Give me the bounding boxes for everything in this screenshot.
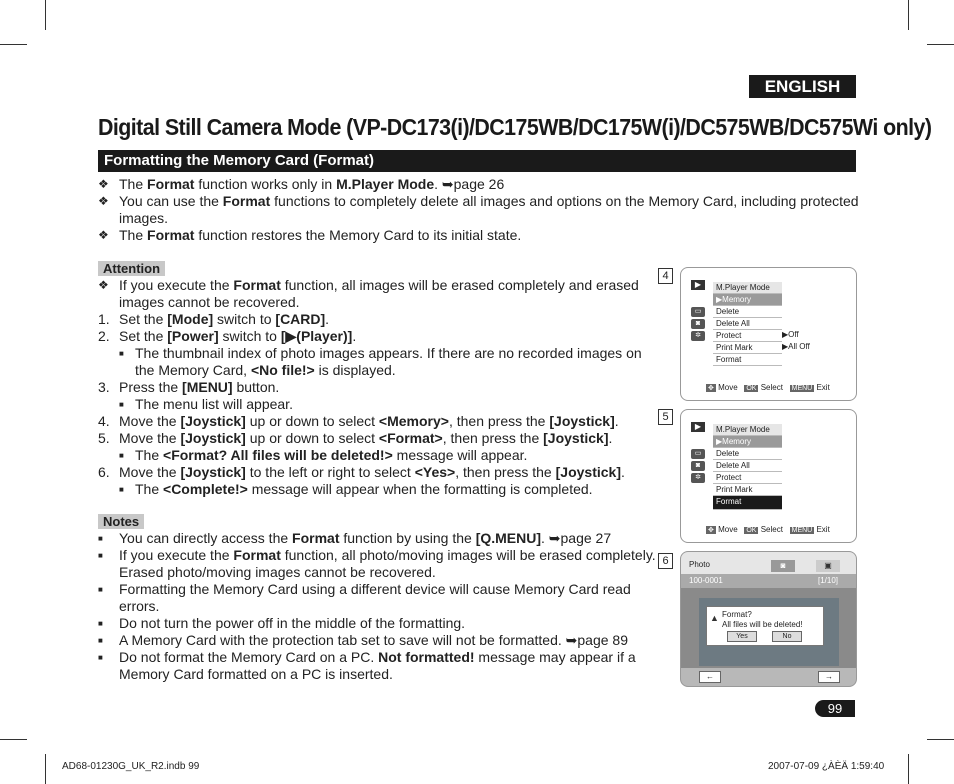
camera-icon: ◙: [691, 319, 705, 329]
intro-line: You can use the Format functions to completely delete all images and options on the Memory Card, including protected: [119, 193, 859, 209]
note-line: Do not format the Memory Card on a PC. Not formatted! message may appear if a: [119, 649, 636, 665]
bullet-icon: ❖: [98, 194, 109, 208]
movie-mode-icon[interactable]: ▣: [816, 560, 840, 572]
crop-mark: [45, 754, 46, 784]
step-number: 3.: [98, 379, 110, 395]
note-line: Do not turn the power off in the middle of the formatting.: [119, 615, 466, 631]
square-bullet-icon: ■: [98, 534, 103, 543]
menu-item-delete-all[interactable]: Delete All: [713, 318, 782, 330]
step-1: Set the [Mode] switch to [CARD].: [119, 311, 330, 327]
option-protect: ▶Off: [782, 330, 799, 339]
note-line: If you execute the Format function, all photo/moving images will be erased completely.: [119, 547, 656, 563]
menu-item-format[interactable]: Format: [713, 354, 782, 366]
step-2-detail: the Memory Card, <No file!> is displayed.: [135, 362, 396, 378]
screen-4-number: 4: [658, 268, 673, 284]
play-icon: ▶: [691, 280, 705, 290]
menu-item-memory[interactable]: ▶Memory: [713, 294, 782, 306]
dialog-message-2: All files will be deleted!: [722, 620, 803, 629]
square-bullet-icon: ■: [119, 485, 124, 494]
crop-mark: [45, 0, 46, 30]
screen-5: [680, 409, 857, 543]
step-2: Set the [Power] switch to [▶(Player)].: [119, 328, 357, 344]
screen-6: [680, 551, 857, 687]
card-icon: ▭: [691, 307, 705, 317]
menu-item-delete[interactable]: Delete: [713, 306, 782, 318]
left-arrow-icon[interactable]: ←: [699, 671, 721, 683]
square-bullet-icon: ■: [98, 619, 103, 628]
note-line: You can directly access the Format function by using the [Q.MENU]. ➥page 27: [119, 530, 612, 546]
note-line: Erased photo/moving images cannot be recovered.: [119, 564, 436, 580]
settings-icon: ✲: [691, 331, 705, 341]
intro-line: The Format function restores the Memory Card to its initial state.: [119, 227, 522, 243]
attention-line: If you execute the Format function, all images will be erased completely and erased: [119, 277, 639, 293]
menu-item-delete-all[interactable]: Delete All: [713, 460, 782, 472]
step-number: 2.: [98, 328, 110, 344]
section-title: Formatting the Memory Card (Format): [104, 152, 375, 169]
note-line: Formatting the Memory Card using a different device will cause Memory Card read: [119, 581, 631, 597]
square-bullet-icon: ■: [119, 349, 124, 358]
warning-icon: ▲: [710, 613, 719, 623]
joystick-icon: ✥: [708, 385, 714, 392]
step-3-detail: The menu list will appear.: [135, 396, 293, 412]
file-number: 100-0001: [689, 576, 723, 585]
step-2-detail: The thumbnail index of photo images appears. If there are no recorded images on: [135, 345, 642, 361]
menu-footer: ✥ Move OK Select MENU Exit: [708, 383, 830, 392]
menu-item-delete[interactable]: Delete: [713, 448, 782, 460]
crop-mark: [908, 754, 909, 784]
step-number: 1.: [98, 311, 110, 327]
menu-footer: ✥ Move OK Select MENU Exit: [708, 525, 830, 534]
yes-button[interactable]: Yes: [727, 631, 757, 642]
attention-line: images cannot be recovered.: [119, 294, 300, 310]
file-count: [1/10]: [818, 576, 839, 585]
note-line: errors.: [119, 598, 160, 614]
square-bullet-icon: ■: [119, 451, 124, 460]
crop-mark: [908, 0, 909, 30]
photo-mode-icon[interactable]: ◙: [771, 560, 795, 572]
menu-item-protect[interactable]: Protect: [713, 330, 782, 342]
play-icon: ▶: [691, 422, 705, 432]
right-arrow-icon[interactable]: →: [818, 671, 840, 683]
dialog-message-1: Format?: [722, 610, 752, 619]
attention-label: Attention: [98, 261, 165, 276]
square-bullet-icon: ■: [98, 585, 103, 594]
tab-photo[interactable]: Photo: [689, 560, 710, 569]
menu-item-print-mark[interactable]: Print Mark: [713, 484, 782, 496]
settings-icon: ✲: [691, 473, 705, 483]
square-bullet-icon: ■: [98, 653, 103, 662]
bullet-icon: ❖: [98, 278, 109, 292]
screen-4: [680, 267, 857, 401]
menu-item-format[interactable]: Format: [713, 496, 782, 510]
intro-line: images.: [119, 210, 169, 226]
option-print-mark: ▶All Off: [782, 342, 810, 351]
bullet-icon: ❖: [98, 177, 109, 191]
intro-line: The Format function works only in M.Player Mode. ➥page 26: [119, 176, 505, 192]
menu-item-print-mark[interactable]: Print Mark: [713, 342, 782, 354]
menu-item-memory[interactable]: ▶Memory: [713, 436, 782, 448]
crop-mark: [0, 44, 27, 45]
camera-icon: ◙: [691, 461, 705, 471]
format-dialog: [706, 606, 824, 646]
crop-mark: [0, 739, 27, 740]
section-header: [98, 150, 856, 172]
no-button[interactable]: No: [772, 631, 802, 642]
step-5: Move the [Joystick] up or down to select <Format>, then press the [Joystick].: [119, 430, 613, 446]
notes-label: Notes: [98, 514, 144, 529]
menu-item-protect[interactable]: Protect: [713, 472, 782, 484]
step-number: 4.: [98, 413, 110, 429]
step-number: 5.: [98, 430, 110, 446]
card-icon: ▭: [691, 449, 705, 459]
square-bullet-icon: ■: [119, 400, 124, 409]
step-5-detail: The <Format? All files will be deleted!> message will appear.: [135, 447, 528, 463]
menu-title: M.Player Mode: [713, 424, 782, 436]
square-bullet-icon: ■: [98, 551, 103, 560]
joystick-icon: ✥: [708, 527, 714, 534]
square-bullet-icon: ■: [98, 636, 103, 645]
note-line: Memory Card formatted on a PC is inserted.: [119, 666, 393, 682]
screen-6-number: 6: [658, 553, 673, 569]
footer-right: 2007-07-09 ¿ÀÈÄ 1:59:40: [768, 761, 885, 772]
page-number: 99: [815, 700, 855, 717]
step-number: 6.: [98, 464, 110, 480]
page-title: Digital Still Camera Mode (VP-DC173(i)/DC175WB/DC175W(i)/DC575WB/DC575Wi only): [98, 114, 932, 140]
language-tab: ENGLISH: [749, 75, 856, 98]
step-6-detail: The <Complete!> message will appear when the formatting is completed.: [135, 481, 593, 497]
footer-left: AD68-01230G_UK_R2.indb 99: [62, 761, 200, 772]
menu-title: M.Player Mode: [713, 282, 782, 294]
screen-5-number: 5: [658, 409, 673, 425]
crop-mark: [927, 44, 954, 45]
step-6: Move the [Joystick] to the left or right to select <Yes>, then press the [Joystick].: [119, 464, 625, 480]
step-4: Move the [Joystick] up or down to select <Memory>, then press the [Joystick].: [119, 413, 619, 429]
step-3: Press the [MENU] button.: [119, 379, 280, 395]
note-line: A Memory Card with the protection tab set to save will not be formatted. ➥page 89: [119, 632, 628, 648]
crop-mark: [927, 739, 954, 740]
bullet-icon: ❖: [98, 228, 109, 242]
